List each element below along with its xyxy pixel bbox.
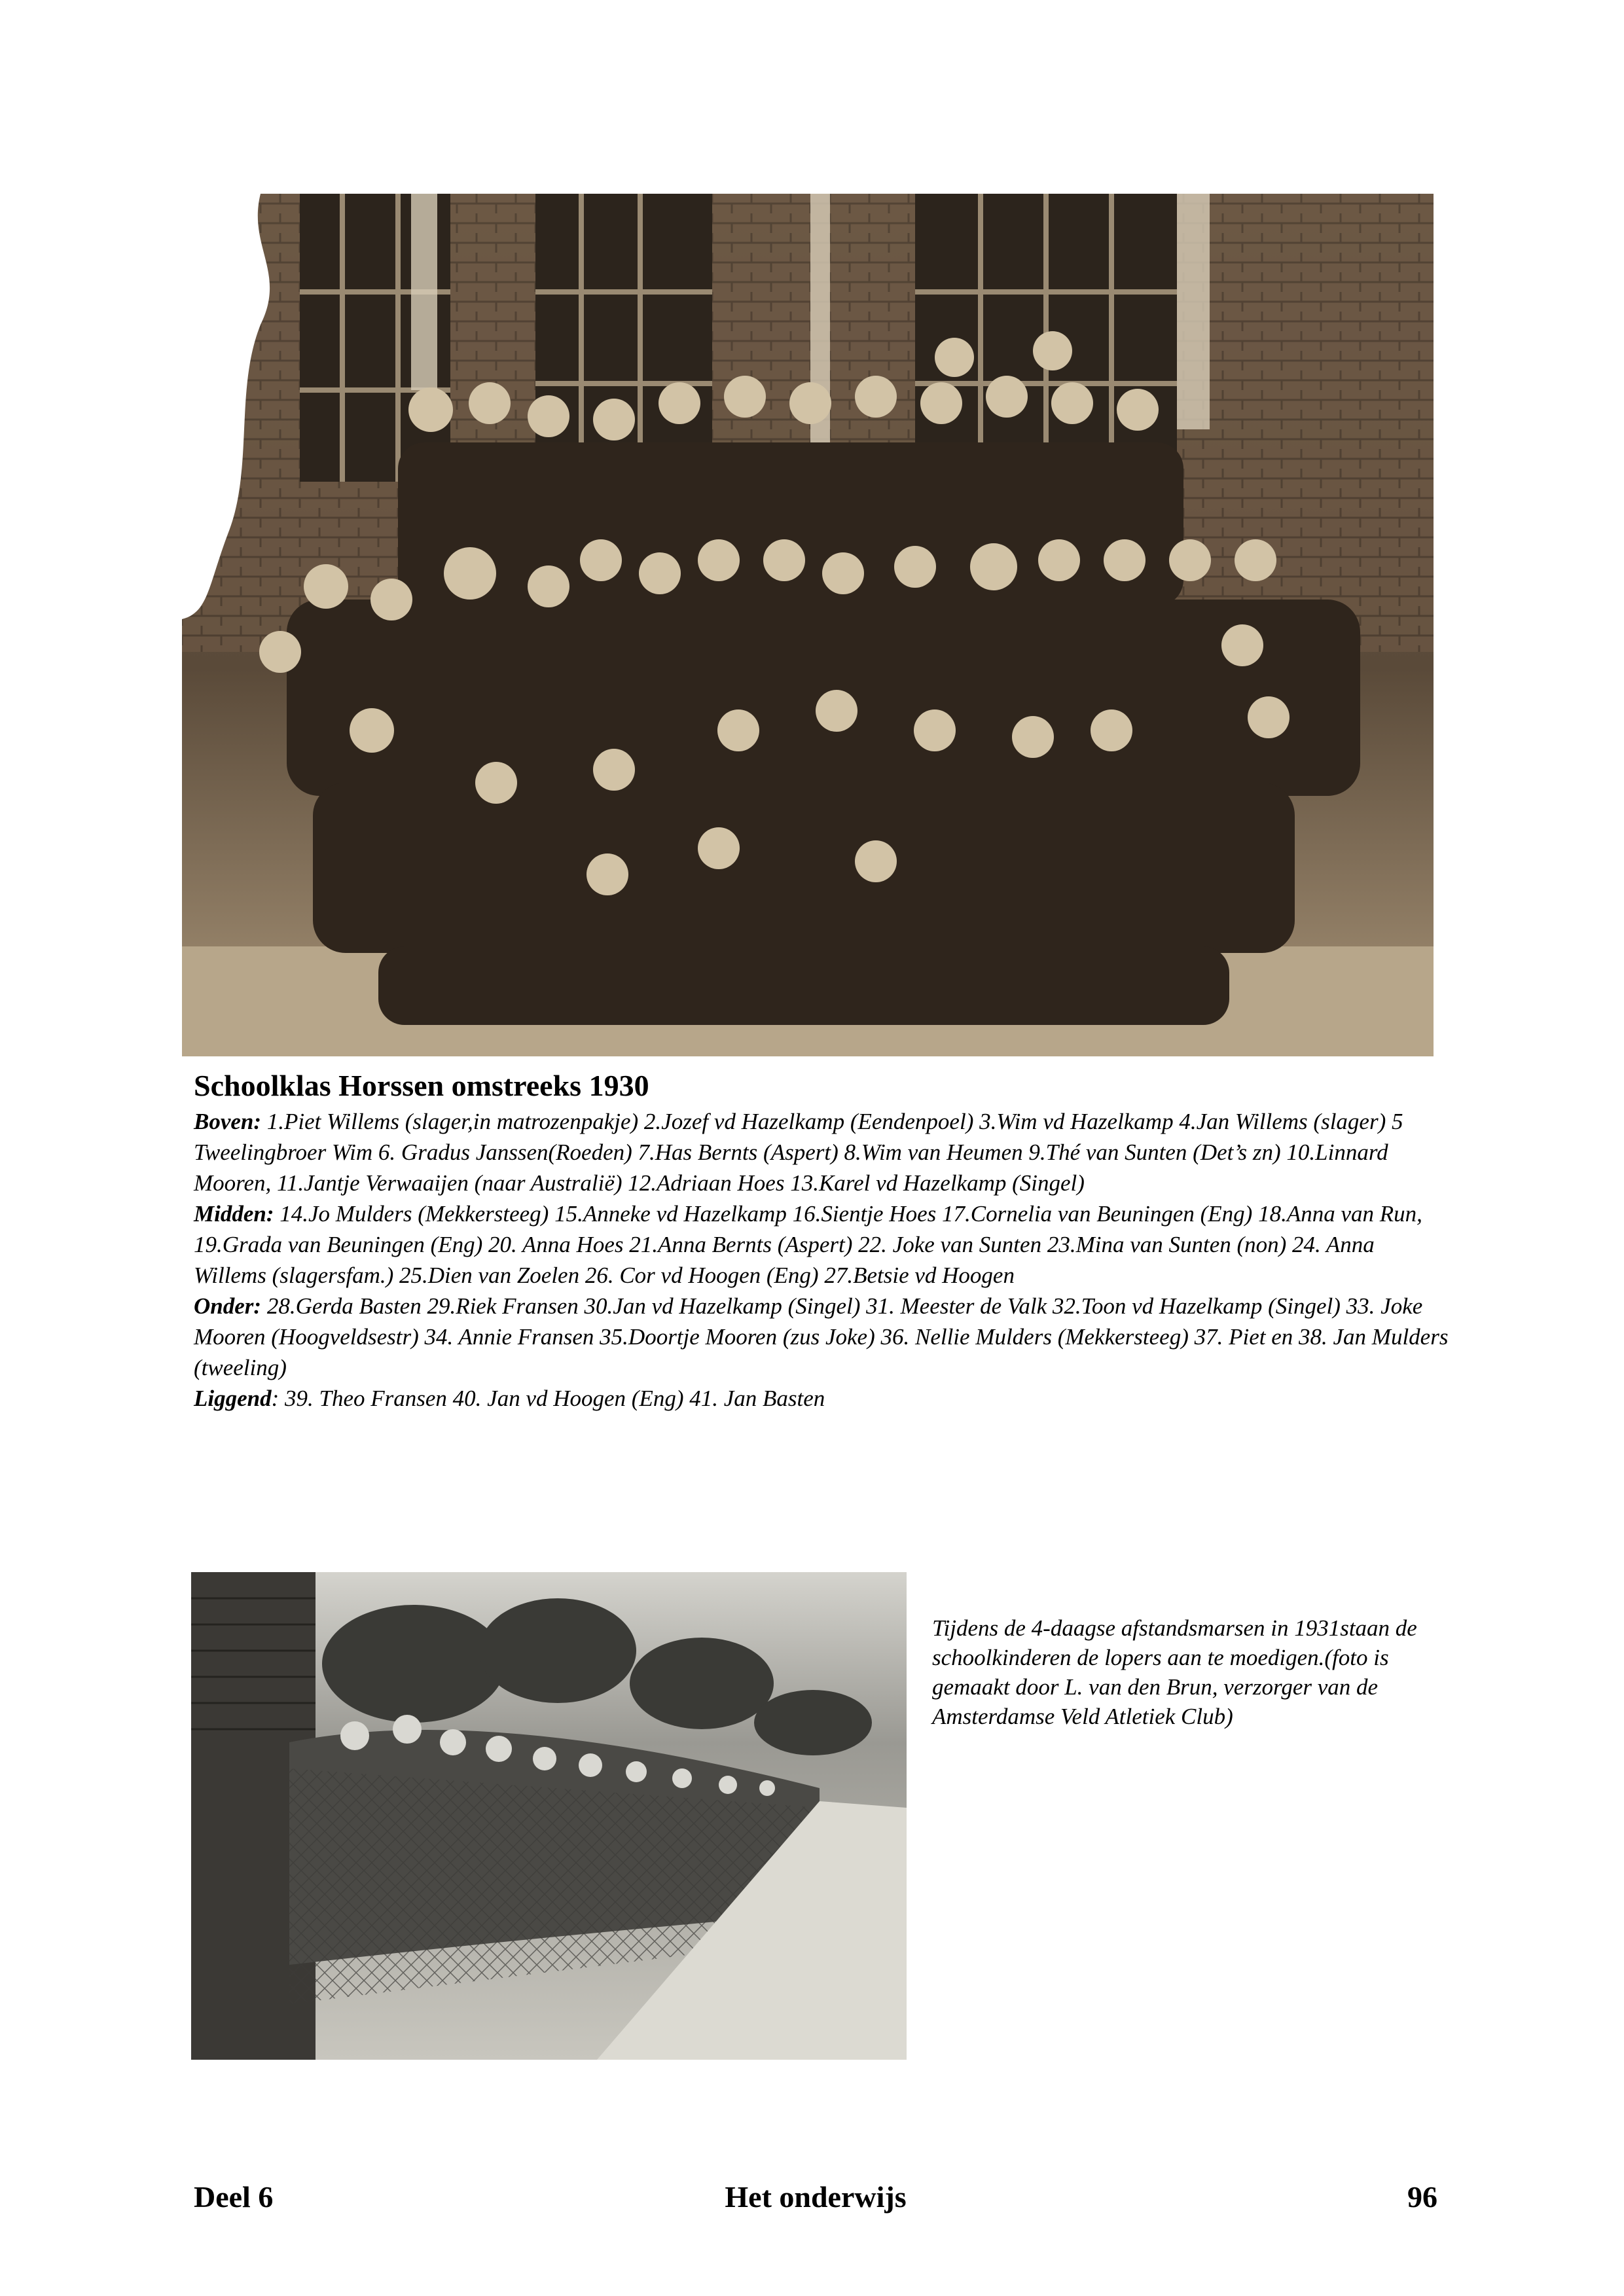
marching-photo xyxy=(191,1572,907,2060)
caption-row-onder xyxy=(194,1291,1451,1383)
footer-part-label: Deel 6 xyxy=(194,2180,274,2214)
caption-label-midden: Midden: xyxy=(194,1201,274,1227)
caption-text-onder: 28.Gerda Basten 29.Riek Fransen 30.Jan vd Hazelkamp (Singel) 31. Meester de Valk 32.Toon vd Hazelkamp (Singel) 33. Joke Mooren (Hoogveldsestr) 34. Annie Fransen 35.Doortje Mooren (zus Joke) 36. Nellie Mulders (Mekkersteeg) 37. Piet en 38. Jan Mulders (tweeling) xyxy=(194,1293,1449,1380)
footer-page-number: 96 xyxy=(1407,2180,1437,2214)
class-photo xyxy=(182,194,1434,1056)
footer-section-title: Het onderwijs xyxy=(725,2180,907,2214)
photo-caption-title: Schoolklas Horssen omstreeks 1930 xyxy=(194,1069,649,1102)
caption-text-midden: 14.Jo Mulders (Mekkersteeg) 15.Anneke vd Hazelkamp 16.Sientje Hoes 17.Cornelia van Beuningen (Eng) 18.Anna van Run, 19.Grada van Beuningen (Eng) 20. Anna Hoes 21.Anna Bernts (Aspert) 22. Joke van Sunten 23.Mina van Sunten (non) 24. Anna Willems (slagersfam.) 25.Dien van Zoelen 26. Cor vd Hoogen (Eng) 27.Betsie vd Hoogen xyxy=(194,1201,1422,1288)
photo-caption-body xyxy=(194,1106,1451,1414)
caption-row-liggend xyxy=(194,1383,1451,1414)
caption-row-midden xyxy=(194,1198,1451,1291)
caption-text-boven: 1.Piet Willems (slager,in matrozenpakje) 2.Jozef vd Hazelkamp (Eendenpoel) 3.Wim vd Hazelkamp 4.Jan Willems (slager) 5 Tweelingbroer Wim 6. Gradus Janssen(Roeden) 7.Has Bernts (Aspert) 8.Wim van Heumen 9.Thé van Sunten (Det’s zn) 10.Linnard Mooren, 11.Jantje Verwaaijen (naar Australië) 12.Adriaan Hoes 13.Karel vd Hazelkamp (Singel) xyxy=(194,1109,1403,1196)
class-photo-image xyxy=(182,194,1434,1056)
caption-row-boven xyxy=(194,1106,1451,1198)
caption-label-onder: Onder: xyxy=(194,1293,262,1319)
caption-label-boven: Boven: xyxy=(194,1109,262,1134)
marching-photo-image xyxy=(191,1572,907,2060)
page-footer xyxy=(194,2179,1437,2219)
caption-text-liggend: : 39. Theo Fransen 40. Jan vd Hoogen (Eng) 41. Jan Basten xyxy=(271,1386,825,1411)
marching-photo-caption: Tijdens de 4-daagse afstandsmarsen in 1931staan de schoolkinderen de lopers aan te moedigen.(foto is gemaakt door L. van den Brun, verzorger van de Amsterdamse Veld Atletiek Club) xyxy=(932,1615,1417,1729)
caption-label-liggend: Liggend xyxy=(194,1386,272,1411)
